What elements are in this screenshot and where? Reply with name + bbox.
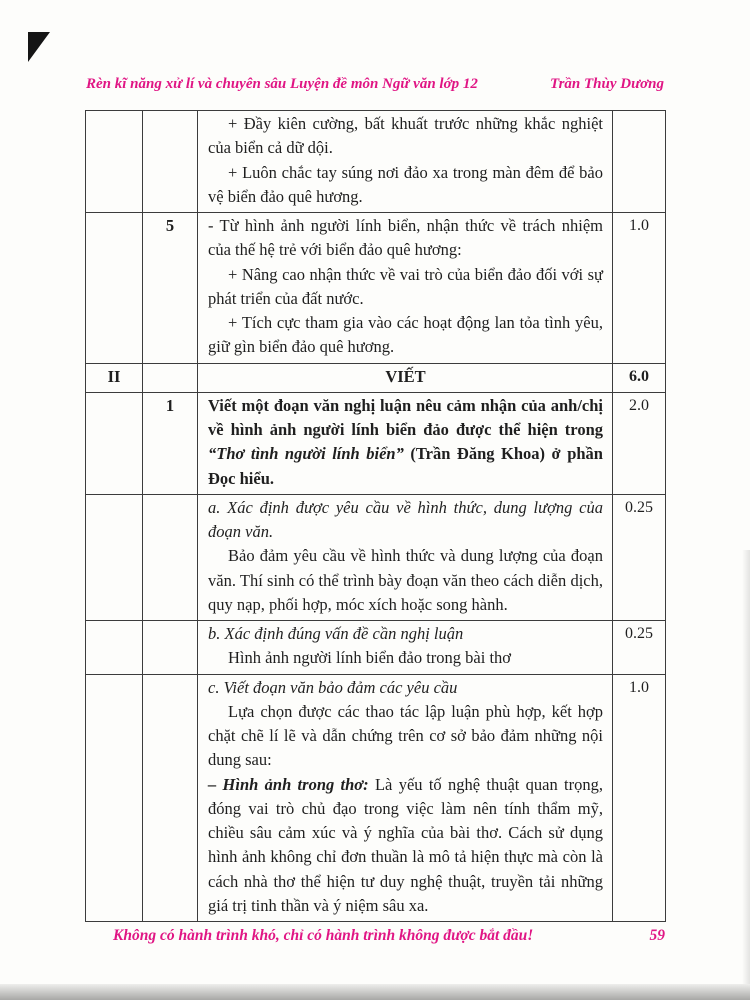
question-cell [143,494,198,620]
content-paragraph [208,161,603,210]
footer-quote: Không có hành trình khó, chỉ có hành trình không được bắt đầu! [113,927,534,944]
content-paragraph [208,214,603,263]
text-segment: Là yếu tố nghệ thuật quan trọng, đóng vai trò chủ đạo trong việc làm nên tính thẩm mỹ, chiều sâu cảm xúc và ý nghĩa của bài thơ. Cách sử dụng hình ảnh không chỉ đơn thuần là mô tả hiện thực mà còn là cách nhà thơ thể hiện tư duy nghệ thuật, truyền tải những giá trị tinh thần và ý niệm sâu xa. [208,774,604,915]
question-cell [143,674,198,922]
points-cell: 6.0 [613,363,666,392]
footer-page-number: 59 [649,927,665,944]
scan-bottom-edge-artifact [0,984,750,1000]
text-segment: b. Xác định đúng vấn đề cần nghị luận [208,624,464,643]
question-cell [143,621,198,675]
text-segment: (Trần Đăng Khoa) ở phần Đọc hiểu. [208,444,603,488]
rubric-table-body [86,111,666,922]
points-cell: 0.25 [613,494,666,620]
content-paragraph [208,544,603,617]
content-paragraph [208,700,603,773]
page-footer [85,927,665,945]
content-paragraph [208,311,603,360]
header-author: Trần Thùy Dương [549,76,664,92]
text-segment: Viết một đoạn văn nghị luận nêu cảm nhận của anh/chị về hình ảnh người lính biển đảo được thể hiện trong [208,395,603,439]
question-cell [143,111,198,213]
points-cell [613,111,666,213]
text-segment: + Tích cực tham gia vào các hoạt động lan tỏa tình yêu, giữ gìn biển đảo quê hương. [208,313,603,357]
question-cell: 5 [143,213,198,364]
content-cell [198,674,613,922]
table-row [86,363,666,392]
table-row [86,213,666,364]
text-segment: + Luôn chắc tay súng nơi đảo xa trong màn đêm để bảo vệ biển đảo quê hương. [208,162,603,206]
table-row [86,392,666,494]
content-paragraph [208,496,603,545]
section-cell [86,674,143,922]
section-cell [86,213,143,364]
section-cell [86,111,143,213]
content-cell [198,621,613,675]
text-segment: a. Xác định được yêu cầu về hình thức, dung lượng của đoạn văn. [208,497,603,541]
content-cell [198,494,613,620]
content-paragraph [208,112,603,161]
text-segment: VIẾT [385,366,426,386]
text-segment: + Nâng cao nhận thức về vai trò của biển đảo đối với sự phát triển của đất nước. [208,264,603,308]
question-cell: 1 [143,392,198,494]
text-segment: Bảo đảm yêu cầu về hình thức và dung lượng của đoạn văn. Thí sinh có thể trình bày đoạn văn theo cách diễn dịch, quy nạp, phối hợp, móc xích hoặc song hành. [208,546,603,614]
table-row [86,111,666,213]
text-segment: Lựa chọn được các thao tác lập luận phù hợp, kết hợp chặt chẽ lí lẽ và dẫn chứng trên cơ sở bảo đảm những nội dung sau: [208,701,603,770]
points-cell: 2.0 [613,392,666,494]
points-cell: 1.0 [613,674,666,922]
content-paragraph [208,646,603,670]
section-cell [86,392,143,494]
content-cell [198,392,613,494]
content-paragraph [208,394,603,491]
content-cell [198,363,613,392]
content-paragraph [208,773,603,919]
section-cell [86,494,143,620]
points-cell: 1.0 [613,213,666,364]
content-paragraph [208,365,603,389]
section-cell: II [86,363,143,392]
text-segment: c. Viết đoạn văn bảo đảm các yêu cầu [208,677,458,697]
table-row [86,674,666,922]
content-paragraph [208,263,603,312]
table-row [86,621,666,675]
content-paragraph [208,622,603,646]
section-cell [86,621,143,675]
content-paragraph [208,676,603,700]
text-segment: Hình ảnh người lính biển đảo trong bài thơ [228,648,512,668]
header-title: Rèn kĩ năng xử lí và chuyên sâu Luyện đề môn Ngữ văn lớp 12 [86,76,478,92]
text-segment: - Từ hình ảnh người lính biển, nhận thức về trách nhiệm của thế hệ trẻ với biển đảo quê hương: [208,216,603,260]
points-cell: 0.25 [613,621,666,675]
scan-right-edge-artifact [742,550,750,984]
page-header [86,76,664,93]
content-cell [198,213,613,364]
text-segment: – Hình ảnh trong thơ: [208,774,369,794]
content-cell [198,111,613,213]
text-segment: + Đầy kiên cường, bất khuất trước những khắc nghiệt của biển cả dữ dội. [208,114,603,158]
rubric-table [85,110,666,922]
question-cell [143,363,198,392]
table-row [86,494,666,620]
scan-corner-artifact [28,32,50,62]
text-segment: “Thơ tình người lính biển” [208,444,404,464]
